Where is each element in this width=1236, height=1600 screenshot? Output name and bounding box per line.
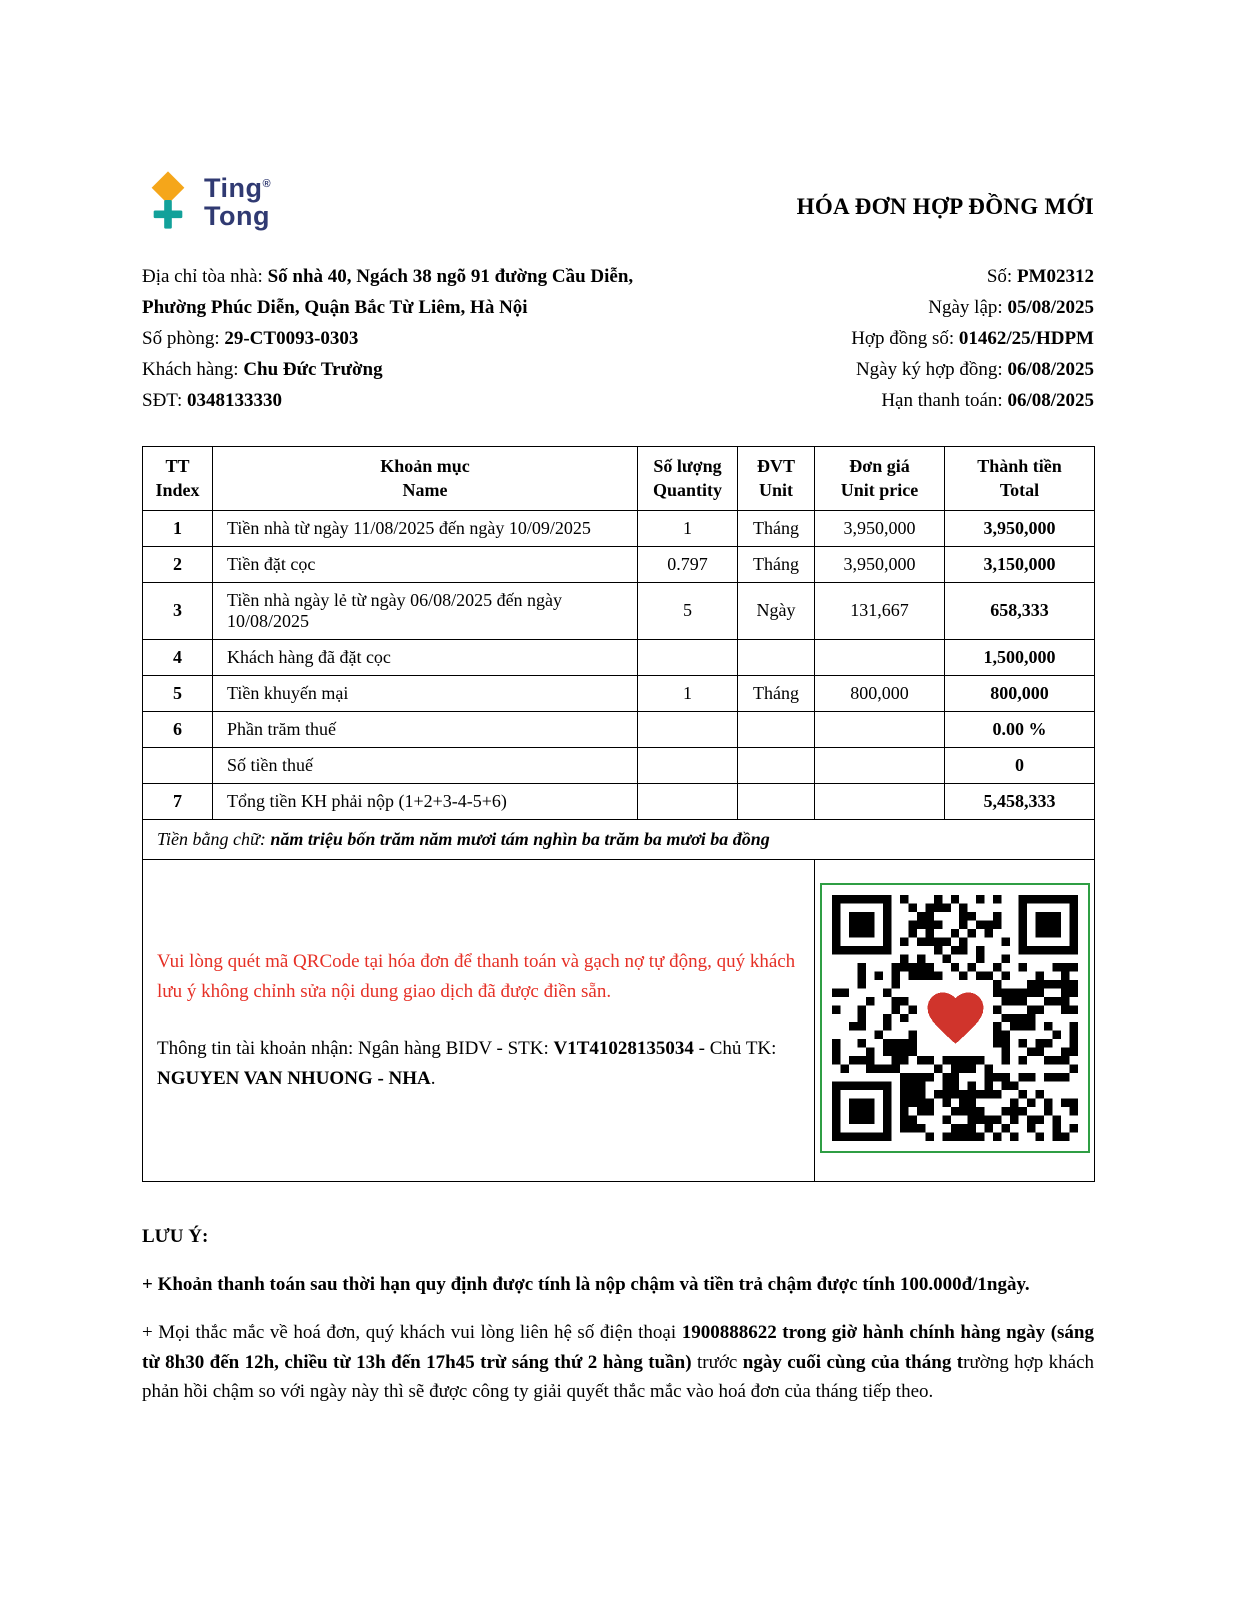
phone-value: 0348133330 <box>186 390 282 411</box>
qr-code <box>820 883 1090 1153</box>
building-address-value-1: Số nhà 40, Ngách 38 ngõ 91 đường Cầu Diễn, <box>267 266 634 287</box>
late-payment-note: + Khoản thanh toán sau thời hạn quy định được tính là nộp chậm và tiền trả chậm được tính 100.000đ/1ngày. <box>142 1274 1030 1296</box>
row-unit-price: 3,950,000 <box>815 510 945 546</box>
table-row <box>143 510 1095 546</box>
qr-warning-text: Vui lòng quét mã QRCode tại hóa đơn để thanh toán và gạch nợ tự động, quý khách lưu ý không chỉnh sửa nội dung giao dịch đã được điền sẵn. <box>157 951 796 1002</box>
account-suffix: . <box>430 1067 436 1089</box>
invoice-title: HÓA ĐƠN HỢP ĐỒNG MỚI <box>796 194 1094 219</box>
row-name: Khách hàng đã đặt cọc <box>213 639 638 675</box>
row-quantity: 0.797 <box>638 546 738 582</box>
table-row <box>143 582 1095 639</box>
header-unit: ĐVT Unit <box>738 447 815 511</box>
building-address-label: Địa chỉ tòa nhà: <box>142 266 268 287</box>
row-unit: Tháng <box>738 510 815 546</box>
building-address-value-2: Phường Phúc Diễn, Quận Bắc Từ Liêm, Hà Nội <box>142 297 528 318</box>
contact-note <box>142 1318 1094 1406</box>
invoice-number-label: Số: <box>986 266 1017 287</box>
issue-date-line <box>851 292 1094 323</box>
contact-note-part: + Mọi thắc mắc về hoá đơn, quý khách vui lòng liên hệ số điện thoại <box>142 1322 682 1344</box>
row-unit-price: 800,000 <box>815 675 945 711</box>
row-quantity <box>638 783 738 819</box>
account-mid: - Chủ TK: <box>693 1038 777 1060</box>
row-unit: Tháng <box>738 675 815 711</box>
table-row <box>143 783 1095 819</box>
row-quantity: 1 <box>638 510 738 546</box>
invoice-table <box>142 446 1095 1182</box>
invoice-page <box>142 0 1094 1407</box>
row-unit: Ngày <box>738 582 815 639</box>
row-total: 5,458,333 <box>945 783 1095 819</box>
sign-date-value: 06/08/2025 <box>1007 359 1094 380</box>
tingtong-logo-text: Ting® Tong <box>204 172 272 231</box>
invoice-number-line <box>851 261 1094 292</box>
row-index: 5 <box>143 675 213 711</box>
contact-note-deadline: ngày cuối cùng của tháng t <box>742 1351 964 1373</box>
header-name: Khoản mục Name <box>213 447 638 511</box>
tingtong-logo-icon <box>142 170 194 235</box>
header-unit-price: Đơn giá Unit price <box>815 447 945 511</box>
qr-code-cell <box>815 859 1095 1181</box>
row-name: Tiền đặt cọc <box>213 546 638 582</box>
row-quantity <box>638 639 738 675</box>
customer-label: Khách hàng: <box>142 359 244 380</box>
notes-title: LƯU Ý: <box>142 1225 209 1247</box>
table-row <box>143 675 1095 711</box>
table-row <box>143 639 1095 675</box>
header <box>142 170 1094 235</box>
row-quantity: 5 <box>638 582 738 639</box>
row-quantity: 1 <box>638 675 738 711</box>
row-name: Tiền nhà ngày lẻ từ ngày 06/08/2025 đến ngày 10/08/2025 <box>213 582 638 639</box>
row-unit: Tháng <box>738 546 815 582</box>
row-name: Phần trăm thuế <box>213 711 638 747</box>
header-quantity: Số lượng Quantity <box>638 447 738 511</box>
table-row <box>143 546 1095 582</box>
row-total: 3,950,000 <box>945 510 1095 546</box>
due-date-label: Hạn thanh toán: <box>881 390 1008 411</box>
contract-number-label: Hợp đồng số: <box>851 328 959 349</box>
contact-note-part: trước <box>691 1351 743 1373</box>
contact-note-hotline: 1900888622 trong giờ hành chính hàng ngày (sáng từ 8h30 đến 12h, chiều từ 13h đến 17h45 trừ sáng thứ 2 hàng tuần) <box>142 1322 1094 1373</box>
row-name: Tiền nhà từ ngày 11/08/2025 đến ngày 10/09/2025 <box>213 510 638 546</box>
row-total: 1,500,000 <box>945 639 1095 675</box>
contact-note-part: rường hợp khách phản hồi chậm so với ngày này thì sẽ được công ty giải quyết thắc mắc vào hoá đơn của tháng tiếp theo. <box>142 1351 1094 1403</box>
row-unit-price <box>815 639 945 675</box>
due-date-value: 06/08/2025 <box>1007 390 1094 411</box>
sign-date-line <box>851 354 1094 385</box>
row-index: 3 <box>143 582 213 639</box>
row-unit-price <box>815 747 945 783</box>
row-index: 4 <box>143 639 213 675</box>
table-row <box>143 711 1095 747</box>
row-total: 800,000 <box>945 675 1095 711</box>
row-total: 0.00 % <box>945 711 1095 747</box>
row-unit <box>738 747 815 783</box>
issue-date-value: 05/08/2025 <box>1007 297 1094 318</box>
building-address-line <box>142 261 633 292</box>
row-unit-price <box>815 711 945 747</box>
row-total: 658,333 <box>945 582 1095 639</box>
header-total: Thành tiền Total <box>945 447 1095 511</box>
invoice-number-value: PM02312 <box>1016 266 1094 287</box>
heart-icon <box>916 979 992 1055</box>
table-row <box>143 747 1095 783</box>
account-number: V1T41028135034 <box>553 1038 694 1060</box>
payment-row <box>143 859 1095 1181</box>
payment-instructions <box>143 859 815 1181</box>
phone-label: SĐT: <box>142 390 187 411</box>
amount-in-words-label: Tiền bằng chữ: <box>157 828 271 849</box>
amount-in-words-row <box>143 819 1095 859</box>
invoice-info-right <box>851 261 1094 416</box>
row-name: Tiền khuyến mại <box>213 675 638 711</box>
row-unit <box>738 711 815 747</box>
row-index: 7 <box>143 783 213 819</box>
row-quantity <box>638 711 738 747</box>
sign-date-label: Ngày ký hợp đồng: <box>855 359 1008 380</box>
room-number-value: 29-CT0093-0303 <box>224 328 359 349</box>
row-name: Số tiền thuế <box>213 747 638 783</box>
row-quantity <box>638 747 738 783</box>
phone-line <box>142 385 633 416</box>
row-unit-price: 131,667 <box>815 582 945 639</box>
invoice-info-left <box>142 261 633 416</box>
row-index: 6 <box>143 711 213 747</box>
due-date-line <box>851 385 1094 416</box>
contract-number-line <box>851 323 1094 354</box>
account-prefix: Thông tin tài khoản nhận: Ngân hàng BIDV - STK: <box>157 1038 554 1060</box>
customer-value: Chu Đức Trường <box>243 359 383 380</box>
row-index: 1 <box>143 510 213 546</box>
row-name: Tổng tiền KH phải nộp (1+2+3-4-5+6) <box>213 783 638 819</box>
table-header-row <box>143 447 1095 511</box>
room-number-label: Số phòng: <box>142 328 225 349</box>
header-index: TT Index <box>143 447 213 511</box>
customer-line <box>142 354 633 385</box>
room-number-line <box>142 323 633 354</box>
invoice-info <box>142 261 1094 416</box>
footer-notes <box>142 1222 1094 1407</box>
amount-in-words-value: năm triệu bốn trăm năm mươi tám nghìn ba trăm ba mươi ba đồng <box>270 828 770 849</box>
row-unit-price <box>815 783 945 819</box>
issue-date-label: Ngày lập: <box>928 297 1008 318</box>
row-unit <box>738 639 815 675</box>
row-unit-price: 3,950,000 <box>815 546 945 582</box>
contract-number-value: 01462/25/HDPM <box>958 328 1094 349</box>
row-total: 0 <box>945 747 1095 783</box>
account-holder: NGUYEN VAN NHUONG - NHA <box>157 1067 431 1089</box>
tingtong-logo <box>142 170 271 235</box>
bank-account-info <box>157 1034 796 1093</box>
row-index: 2 <box>143 546 213 582</box>
row-total: 3,150,000 <box>945 546 1095 582</box>
row-unit <box>738 783 815 819</box>
row-index <box>143 747 213 783</box>
